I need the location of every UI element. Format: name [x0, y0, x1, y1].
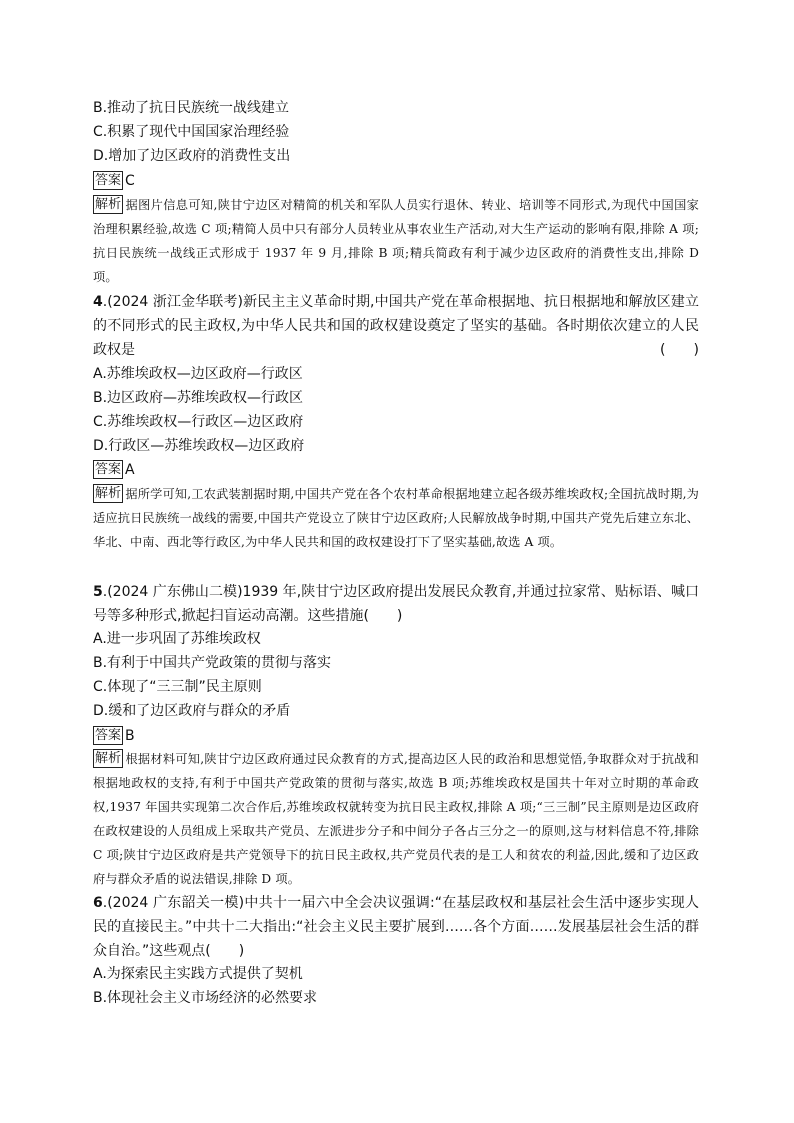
q5-explanation [93, 747, 699, 891]
q5-option-b: B.有利于中国共产党政策的贯彻与落实 [93, 655, 332, 671]
q5-option-d: D.缓和了边区政府与群众的矛盾 [93, 703, 291, 719]
answer-value: C [125, 173, 135, 189]
question-number: 6 [93, 895, 103, 911]
explanation-tag: 解析 [95, 197, 122, 212]
q3-option-b: B.推动了抗日民族统一战线建立 [93, 100, 290, 116]
q5-answer [93, 724, 135, 748]
q5-stem [93, 580, 699, 628]
question-text: .(2024 浙江金华联考)新民主主义革命时期,中国共产党在革命根据地、抗日根据地和解放区建立的不同形式的民主政权,为中华人民共和国的政权建设奠定了坚实的基础。各时期依次建立的人民政权是 [93, 294, 699, 358]
question-text: .(2024 广东佛山二模)1939 年,陕甘宁边区政府提出发展民众教育,并通过拉家常、贴标语、喊口号等多种形式,掀起扫盲运动高潮。这些措施( ) [93, 584, 699, 624]
explanation-text: 根据材料可知,陕甘宁边区政府通过民众教育的方式,提高边区人民的政治和思想觉悟,争取群众对于抗战和根据地政权的支持,有利于中国共产党政策的贯彻与落实,故选 B 项;苏维埃政权是国共十年对立时期的革命政权,1937 年国共实现第二次合作后,苏维埃政权就转变为抗日民主政权,排除 A 项;“三三制”民主原则是边区政府在政权建设的人员组成上采取共产党员、左派进步分子和中间分子各占三分之一的原则,这与材料信息不符,排除 C 项;陕甘宁边区政府是共产党领导下的抗日民主政权,共产党员代表的是工人和贫农的利益,因此,缓和了边区政府与群众矛盾的说法错误,排除 D 项。 [93, 752, 699, 886]
answer-tag: 答案 [95, 462, 122, 477]
q5-option-c: C.体现了“三三制”民主原则 [93, 679, 262, 695]
q5-option-a: A.进一步巩固了苏维埃政权 [93, 631, 261, 647]
q4-answer-paren: ( ) [660, 342, 699, 358]
q6-stem [93, 891, 699, 963]
answer-tag: 答案 [95, 173, 122, 188]
q3-answer [93, 169, 135, 193]
answer-value: A [125, 462, 135, 478]
explanation-text: 据所学可知,工农武装割据时期,中国共产党在各个农村革命根据地建立起各级苏维埃政权;全国抗战时期,为适应抗日民族统一战线的需要,中国共产党设立了陕甘宁边区政府;人民解放战争时期,中国共产党先后建立东北、华北、中南、西北等行政区,为中华人民共和国的政权建设打下了坚实基础,故选 A 项。 [93, 487, 699, 549]
q3-option-d: D.增加了边区政府的消费性支出 [93, 148, 291, 164]
q4-stem [93, 290, 699, 362]
question-text: .(2024 广东韶关一模)中共十一届六中全会决议强调:“在基层政权和基层社会生活中逐步实现人民的直接民主。”中共十二大指出:“社会主义民主要扩展到……各个方面……发展基层社会生活的群众自治。”这些观点( ) [93, 895, 699, 959]
q6-option-a: A.为探索民主实践方式提供了契机 [93, 966, 303, 982]
q6-option-b: B.体现社会主义市场经济的必然要求 [93, 990, 318, 1006]
question-number: 4 [93, 294, 103, 310]
q4-option-d: D.行政区—苏维埃政权—边区政府 [93, 438, 305, 454]
answer-value: B [125, 728, 135, 744]
question-number: 5 [93, 584, 103, 600]
q4-option-b: B.边区政府—苏维埃政权—行政区 [93, 390, 304, 406]
q4-explanation [93, 482, 699, 554]
explanation-tag: 解析 [95, 486, 122, 501]
answer-tag: 答案 [95, 728, 122, 743]
explanation-tag: 解析 [95, 751, 122, 766]
q3-option-c: C.积累了现代中国国家治理经验 [93, 124, 290, 140]
q3-explanation [93, 193, 699, 289]
q4-option-c: C.苏维埃政权—行政区—边区政府 [93, 414, 304, 430]
explanation-text: 据图片信息可知,陕甘宁边区对精简的机关和军队人员实行退休、转业、培训等不同形式,为现代中国国家治理积累经验,故选 C 项;精简人员中只有部分人员转业从事农业生产活动,对大生产运动的影响有限,排除 A 项;抗日民族统一战线正式形成于 1937 年 9 月,排除 B 项;精兵简政有利于减少边区政府的消费性支出,排除 D 项。 [93, 198, 699, 284]
q4-answer [93, 458, 135, 482]
q4-option-a: A.苏维埃政权—边区政府—行政区 [93, 366, 303, 382]
